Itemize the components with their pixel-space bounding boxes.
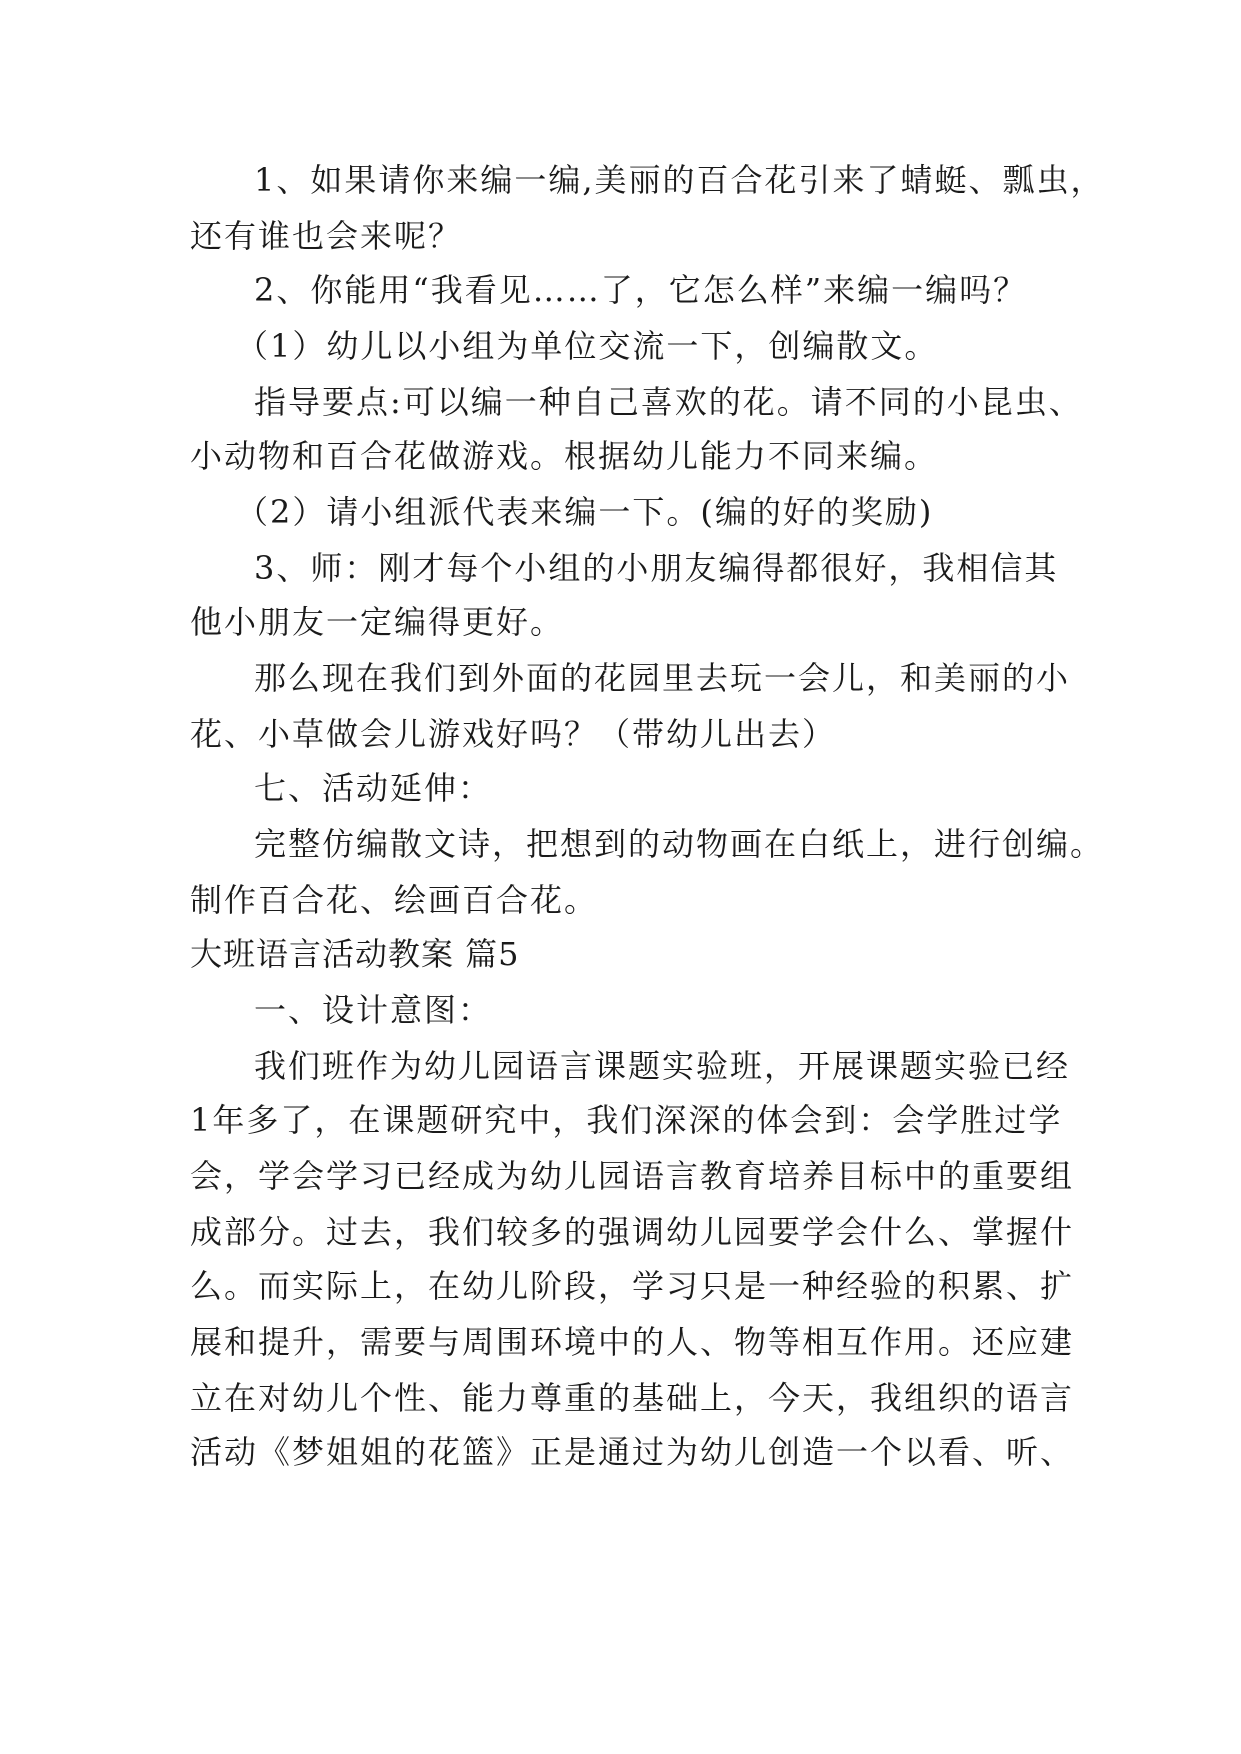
text-line: 展和提升，需要与周围环境中的人、物等相互作用。还应建 (190, 1323, 1075, 1361)
text-line: 指导要点:可以编一种自己喜欢的花。请不同的小昆虫、 (254, 383, 1083, 421)
text-line: 小动物和百合花做游戏。根据幼儿能力不同来编。 (190, 437, 939, 475)
text-line: 制作百合花、绘画百合花。 (190, 881, 599, 919)
section-heading: 一、设计意图： (254, 991, 493, 1029)
text-line: 他小朋友一定编得更好。 (190, 603, 565, 641)
text-line: 立在对幼儿个性、能力尊重的基础上，今天，我组织的语言 (190, 1379, 1075, 1417)
text-line: 会，学会学习已经成为幼儿园语言教育培养目标中的重要组 (190, 1157, 1075, 1195)
text-line: 花、小草做会儿游戏好吗？（带幼儿出去） (190, 715, 837, 753)
section-heading: 七、活动延伸： (254, 769, 493, 807)
text-line: 1、如果请你来编一编,美丽的百合花引来了蜻蜓、瓢虫， (254, 161, 1105, 199)
text-line: （2）请小组派代表来编一下。(编的好的奖励) (236, 493, 934, 531)
text-line: 我们班作为幼儿园语言课题实验班，开展课题实验已经 (254, 1047, 1071, 1085)
text-line: 2、你能用“我看见……了，它怎么样”来编一编吗？ (254, 271, 1028, 309)
text-line: 那么现在我们到外面的花园里去玩一会儿，和美丽的小 (254, 659, 1071, 697)
text-line: 成部分。过去，我们较多的强调幼儿园要学会什么、掌握什 (190, 1213, 1075, 1251)
text-line: 活动《梦姐姐的花篮》正是通过为幼儿创造一个以看、听、 (190, 1433, 1075, 1471)
lesson-title: 大班语言活动教案 篇5 (190, 935, 520, 973)
text-line: 还有谁也会来呢？ (190, 217, 463, 255)
text-line: 3、师：刚才每个小组的小朋友编得都很好，我相信其 (254, 549, 1059, 587)
text-line: 1年多了，在课题研究中，我们深深的体会到：会学胜过学 (190, 1101, 1063, 1139)
text-line: 完整仿编散文诗，把想到的动物画在白纸上，进行创编。 (254, 825, 1105, 863)
text-line: （1）幼儿以小组为单位交流一下，创编散文。 (236, 327, 939, 365)
text-line: 么。而实际上，在幼儿阶段，学习只是一种经验的积累、扩 (190, 1267, 1075, 1305)
